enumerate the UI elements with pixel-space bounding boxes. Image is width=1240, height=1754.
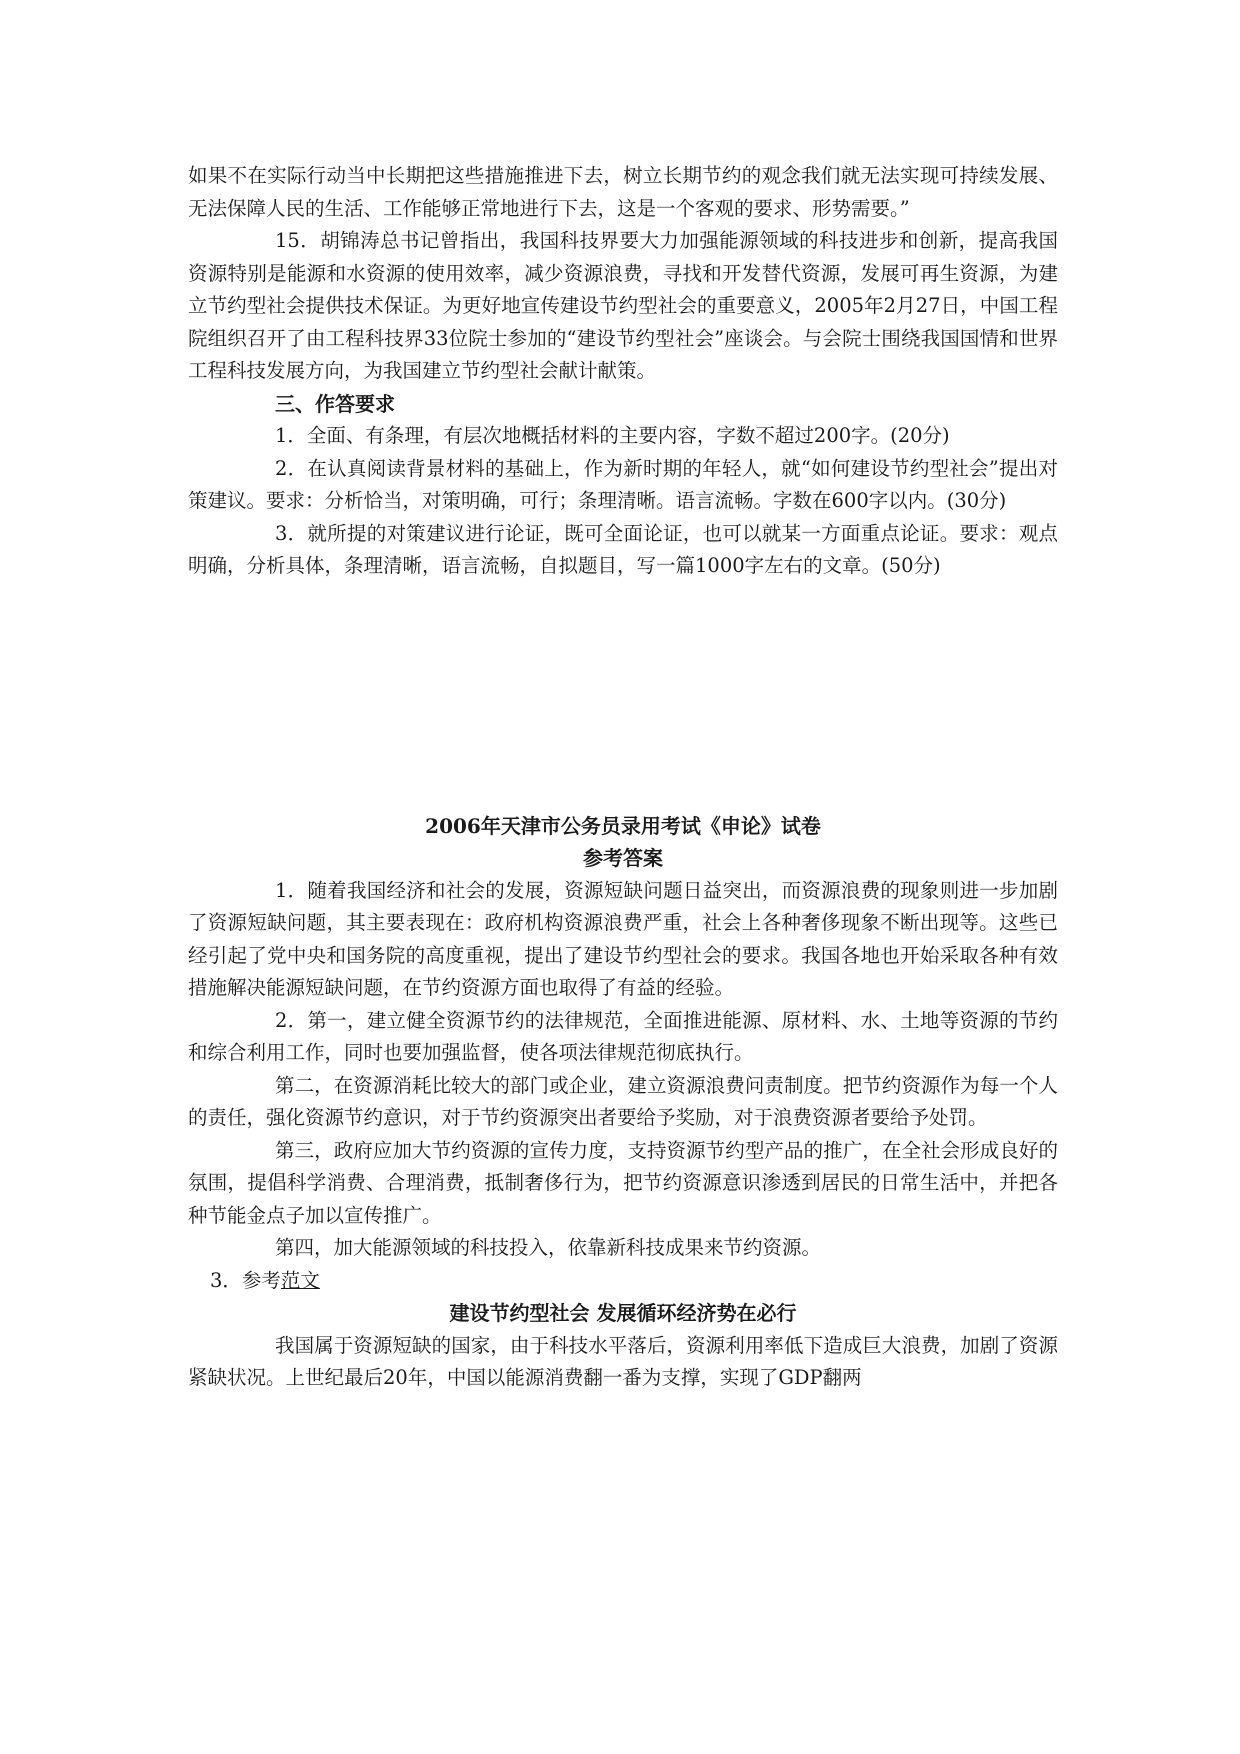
essay-title: 建设节约型社会 发展循环经济势在必行	[449, 1301, 797, 1325]
answer-2-first: 2．第一，建立健全资源节约的法律规范，全面推进能源、原材料、水、土地等资源的节约和综合利用工作，同时也要加强监督，使各项法律规范彻底执行。	[188, 1008, 1058, 1064]
page-gap	[188, 583, 1058, 810]
requirement-1: 1．全面、有条理，有层次地概括材料的主要内容，字数不超过200字。(20分)	[275, 424, 950, 447]
paragraph-continued: 如果不在实际行动当中长期把这些措施推进下去，树立长期节约的观念我们就无法实现可持续发展、无法保障人民的生活、工作能够正常地进行下去，这是一个客观的要求、形势需要。”	[188, 164, 1058, 220]
answer-subtitle: 参考答案	[583, 846, 663, 870]
sample-essay-link[interactable]: 范文	[280, 1268, 320, 1292]
paragraph-15: 15．胡锦涛总书记曾指出，我国科技界要大力加强能源领域的科技进步和创新，提高我国资源特别是能源和水资源的使用效率，减少资源浪费，寻找和开发替代资源，发展可再生资源，为建立节约型社会提供技术保证。为更好地宣传建设节约型社会的重要意义，2005年2月27日，中国工程院组织召开了由工程科技界33位院士参加的“建设节约型社会”座谈会。与会院士围绕我国国情和世界工程科技发展方向，为我国建立节约型社会献计献策。	[188, 229, 1058, 382]
answer-3-prefix: 3．参考	[210, 1268, 281, 1292]
section-heading-requirements: 三、作答要求	[275, 391, 395, 416]
requirement-2: 2．在认真阅读背景材料的基础上，作为新时期的年轻人，就“如何建设节约型社会”提出对策建议。要求：分析恰当，对策明确，可行；条理清晰。语言流畅。字数在600字以内。(30分)	[188, 456, 1058, 512]
answer-3-line	[188, 1265, 1058, 1298]
document-page	[188, 160, 1058, 1395]
answer-2-third: 第三，政府应加大节约资源的宣传力度，支持资源节约型产品的推广，在全社会形成良好的氛围，提倡科学消费、合理消费，抵制奢侈行为，把节约资源意识渗透到居民的日常生活中，并把各种节能金点子加以宣传推广。	[188, 1138, 1058, 1227]
exam-title: 2006年天津市公务员录用考试《申论》试卷	[425, 813, 821, 838]
requirement-3: 3．就所提的对策建议进行论证，既可全面论证，也可以就某一方面重点论证。要求：观点明确，分析具体，条理清晰，语言流畅，自拟题目，写一篇1000字左右的文章。(50分)	[188, 521, 1058, 577]
answer-1: 1．随着我国经济和社会的发展，资源短缺问题日益突出，而资源浪费的现象则进一步加剧了资源短缺问题，其主要表现在：政府机构资源浪费严重，社会上各种奢侈现象不断出现等。这些已经引起了党中央和国务院的高度重视，提出了建设节约型社会的要求。我国各地也开始采取各种有效措施解决能源短缺问题，在节约资源方面也取得了有益的经验。	[188, 878, 1058, 999]
answer-2-second: 第二，在资源消耗比较大的部门或企业，建立资源浪费问责制度。把节约资源作为每一个人的责任，强化资源节约意识，对于节约资源突出者要给予奖励，对于浪费资源者要给予处罚。	[188, 1073, 1058, 1129]
answer-2-fourth: 第四，加大能源领域的科技投入，依靠新科技成果来节约资源。	[275, 1236, 822, 1259]
essay-paragraph-1: 我国属于资源短缺的国家，由于科技水平落后，资源利用率低下造成巨大浪费，加剧了资源紧缺状况。上世纪最后20年，中国以能源消费翻一番为支撑，实现了GDP翻两	[188, 1333, 1058, 1389]
